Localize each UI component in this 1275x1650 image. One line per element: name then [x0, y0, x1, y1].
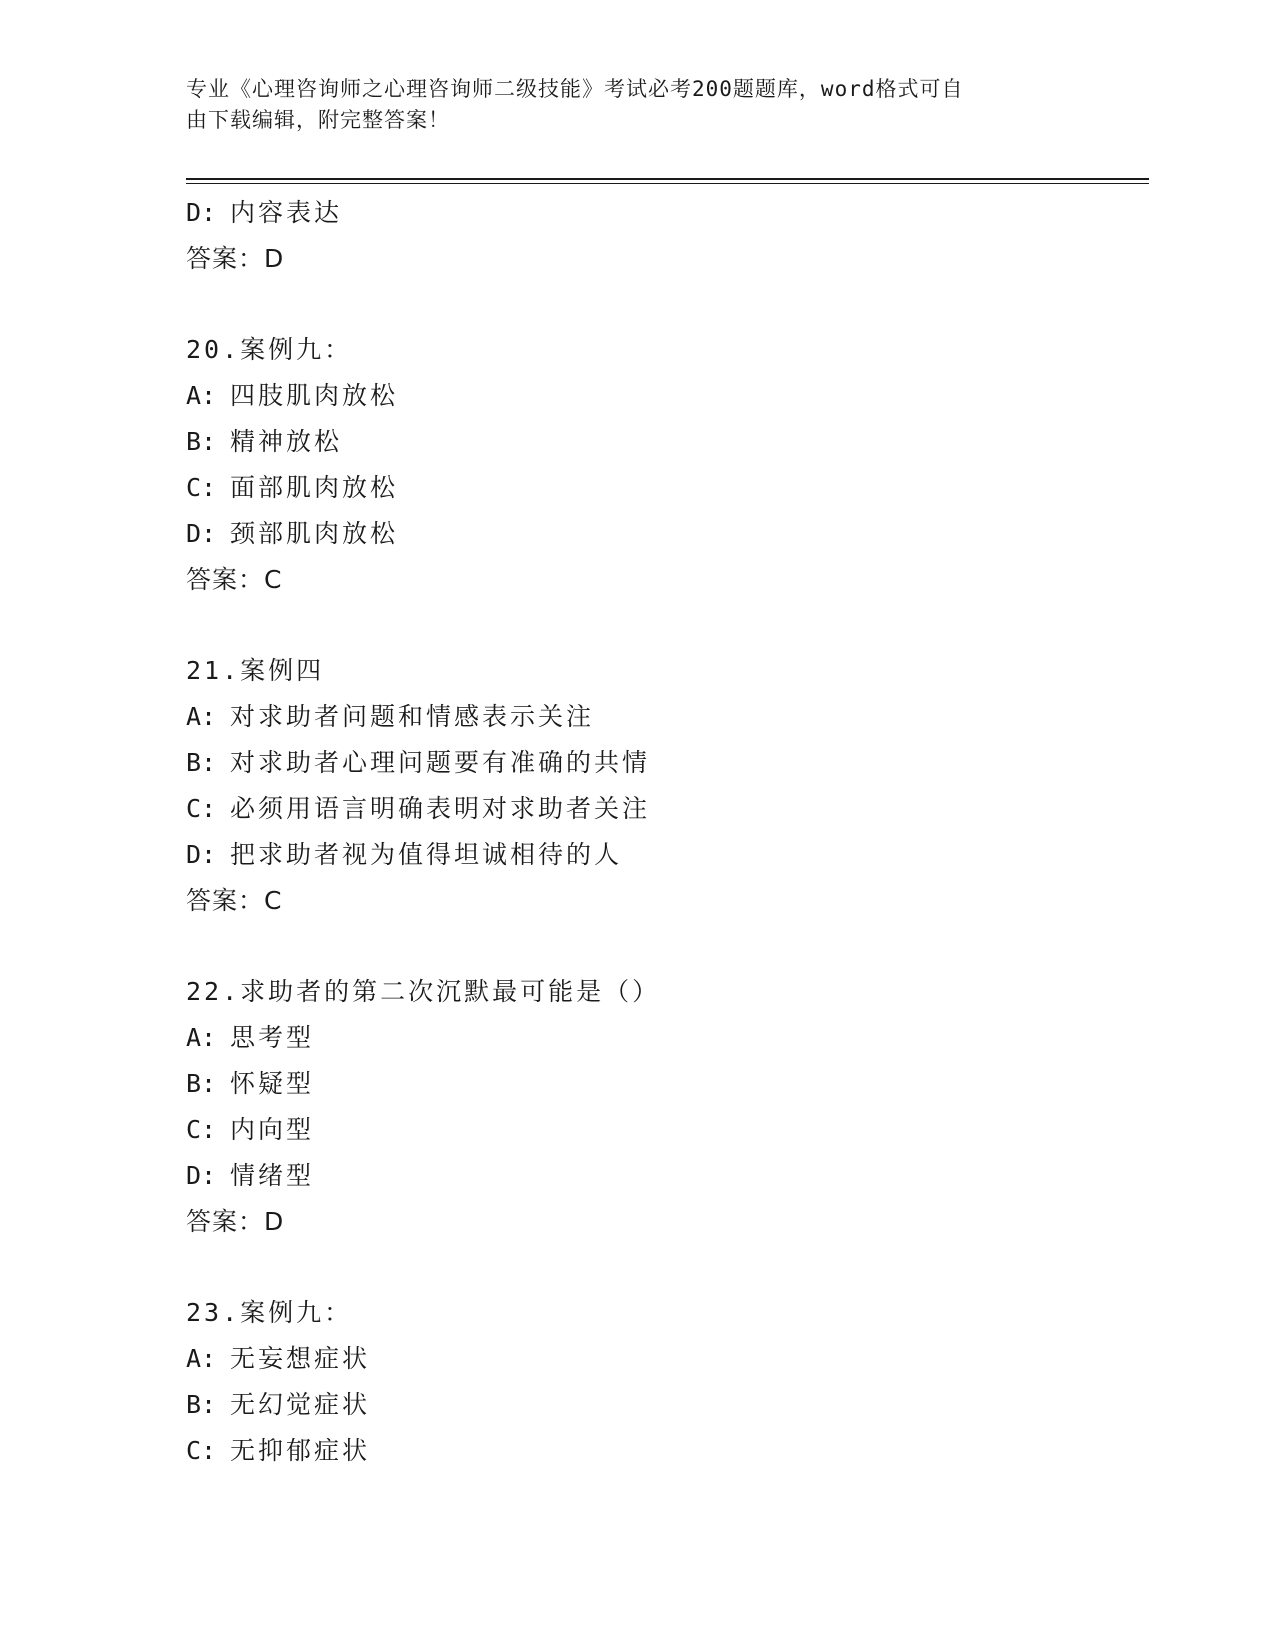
option-letter: C:: [186, 1436, 217, 1465]
option-letter: C:: [186, 794, 217, 823]
option-text: 必须用语言明确表明对求助者关注: [230, 794, 651, 823]
option-letter: D:: [186, 198, 217, 227]
option-line: [186, 1382, 1146, 1428]
option-line: [186, 1336, 1146, 1382]
option-letter: B:: [186, 1069, 217, 1098]
option-text: 无抑郁症状: [230, 1436, 371, 1465]
option-text: 思考型: [230, 1023, 315, 1052]
question-stem: 23.案例九：: [186, 1298, 353, 1327]
answer-line: 答案：D: [186, 1207, 285, 1236]
option-line: [186, 1061, 1146, 1107]
option-text: 无妄想症状: [230, 1344, 371, 1373]
option-text: 无幻觉症状: [230, 1390, 371, 1419]
option-letter: A:: [186, 1023, 217, 1052]
option-text: 把求助者视为值得坦诚相待的人: [230, 840, 623, 869]
header-rule-thin: [186, 183, 1149, 184]
option-line: [186, 190, 1146, 236]
option-text: 面部肌肉放松: [230, 473, 399, 502]
option-text: 精神放松: [230, 427, 343, 456]
option-line: [186, 419, 1146, 465]
option-text: 四肢肌肉放松: [230, 381, 399, 410]
question-stem: 21.案例四: [186, 656, 325, 685]
option-letter: A:: [186, 1344, 217, 1373]
option-line: [186, 740, 1146, 786]
option-text: 情绪型: [230, 1161, 315, 1190]
option-text: 内容表达: [230, 198, 343, 227]
option-letter: B:: [186, 1390, 217, 1419]
option-letter: D:: [186, 1161, 217, 1190]
header-title-line-1: 专业《心理咨询师之心理咨询师二级技能》考试必考200题题库，word格式可自: [186, 77, 964, 101]
option-line: [186, 786, 1146, 832]
option-text: 怀疑型: [230, 1069, 315, 1098]
answer-line: 答案：D: [186, 244, 285, 273]
option-text: 颈部肌肉放松: [230, 519, 399, 548]
option-line: [186, 1015, 1146, 1061]
option-line: [186, 1428, 1146, 1474]
option-line: [186, 1107, 1146, 1153]
question-block: [186, 648, 1146, 924]
question-block: [186, 969, 1146, 1245]
option-letter: B:: [186, 427, 217, 456]
page-header: [186, 74, 1066, 136]
header-title-line-2: 由下载编辑，附完整答案！: [186, 108, 450, 132]
option-line: [186, 1153, 1146, 1199]
option-letter: B:: [186, 748, 217, 777]
option-letter: A:: [186, 381, 217, 410]
option-letter: C:: [186, 1115, 217, 1144]
option-letter: A:: [186, 702, 217, 731]
answer-line: 答案：C: [186, 565, 283, 594]
option-line: [186, 373, 1146, 419]
question-stem: 22.求助者的第二次沉默最可能是（）: [186, 977, 661, 1006]
option-text: 对求助者问题和情感表示关注: [230, 702, 595, 731]
option-text: 内向型: [230, 1115, 315, 1144]
option-letter: C:: [186, 473, 217, 502]
option-line: [186, 511, 1146, 557]
header-rule-thick: [186, 178, 1149, 180]
option-letter: D:: [186, 840, 217, 869]
option-letter: D:: [186, 519, 217, 548]
option-line: [186, 832, 1146, 878]
option-line: [186, 465, 1146, 511]
question-block: [186, 1290, 1146, 1474]
question-block: [186, 327, 1146, 603]
question-list: [186, 190, 1146, 1474]
answer-line: 答案：C: [186, 886, 283, 915]
option-text: 对求助者心理问题要有准确的共情: [230, 748, 651, 777]
question-stem: 20.案例九：: [186, 335, 353, 364]
option-line: [186, 694, 1146, 740]
